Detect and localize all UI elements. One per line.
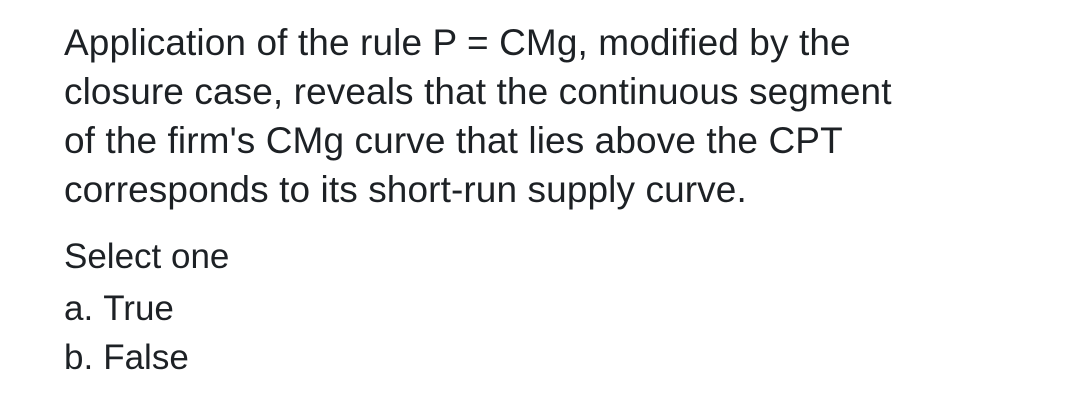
answer-options bbox=[64, 284, 1054, 382]
question-line: of the firm's CMg curve that lies above the CPT bbox=[64, 120, 843, 161]
question-line: closure case, reveals that the continuous segment bbox=[64, 71, 892, 112]
option-false[interactable] bbox=[64, 333, 1054, 382]
option-letter: a. bbox=[64, 289, 94, 328]
option-letter: b. bbox=[64, 338, 94, 377]
question-text bbox=[64, 18, 1054, 214]
question-card bbox=[64, 18, 1054, 382]
option-true[interactable] bbox=[64, 284, 1054, 333]
option-label: False bbox=[103, 338, 189, 377]
option-label: True bbox=[103, 289, 174, 328]
question-line: corresponds to its short-run supply curve. bbox=[64, 169, 747, 210]
select-one-prompt: Select one bbox=[64, 237, 230, 276]
question-line: Application of the rule P = CMg, modified by the bbox=[64, 22, 851, 63]
